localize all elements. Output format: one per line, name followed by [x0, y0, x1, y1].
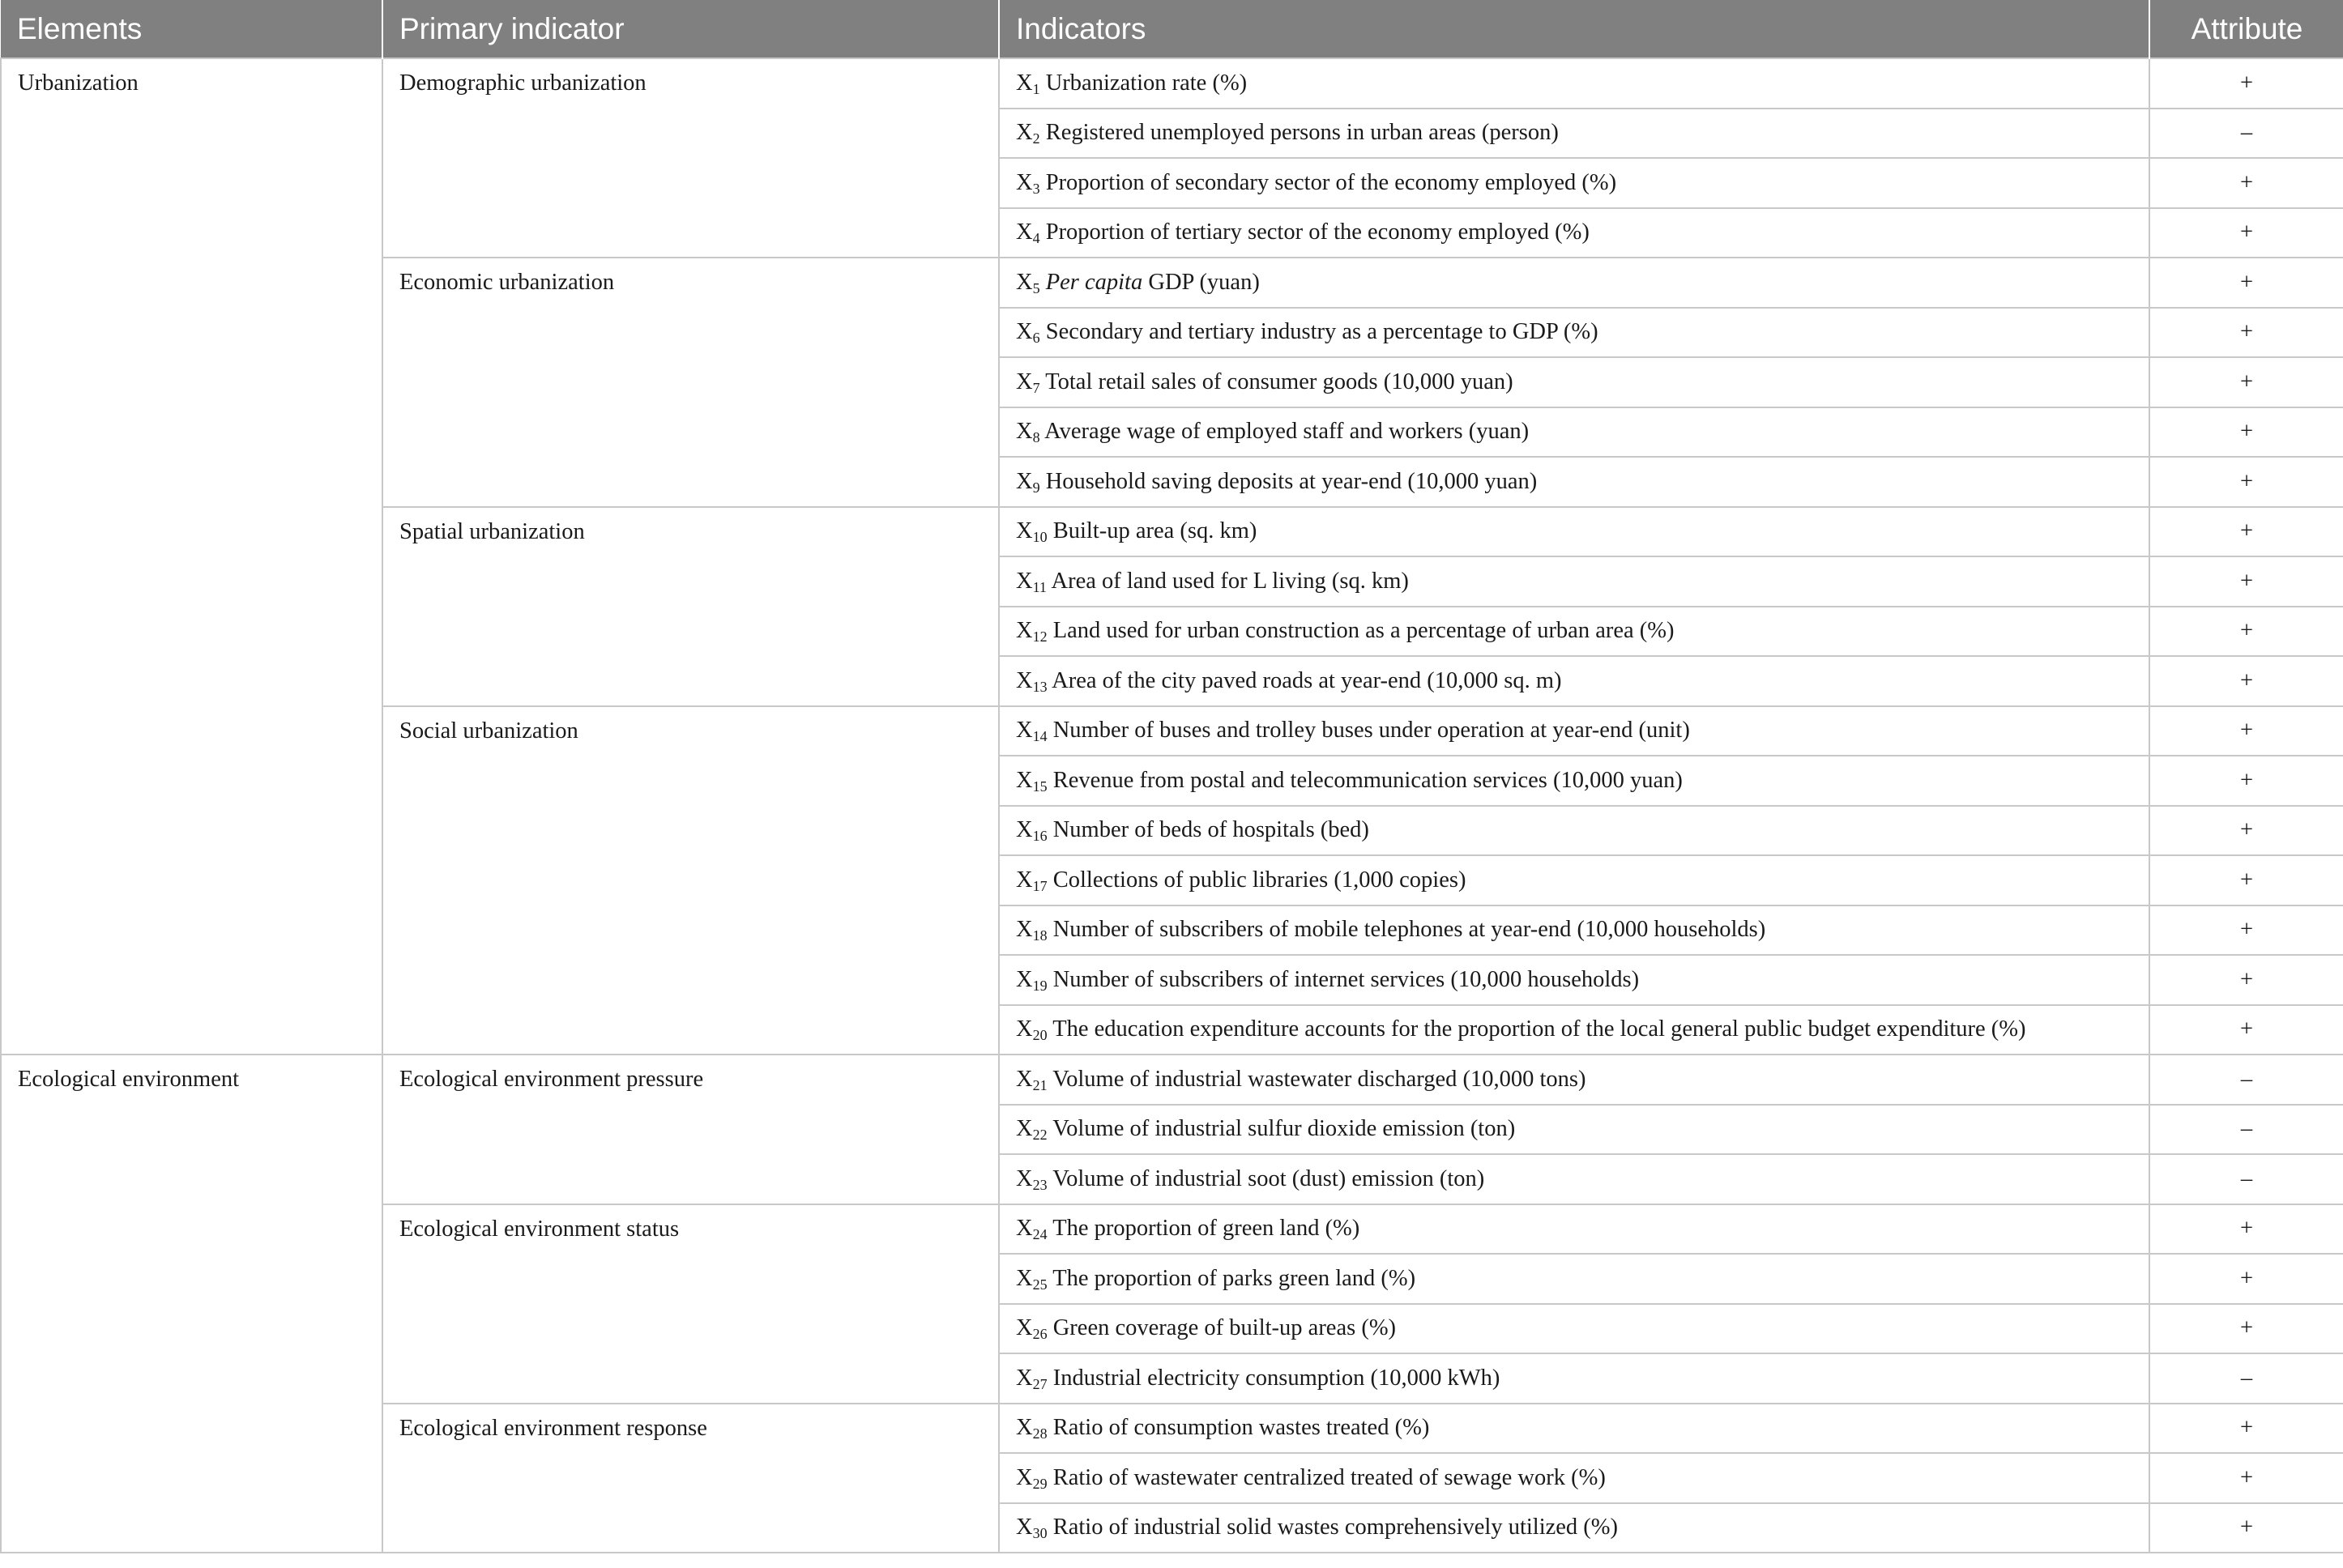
attribute-cell: –	[2149, 1353, 2343, 1404]
indicator-subscript: 5	[1032, 279, 1040, 296]
indicator-symbol: X	[1016, 817, 1033, 843]
indicator-cell	[999, 258, 2149, 308]
indicator-text: The education expenditure accounts for the proportion of the local general public budget expenditure (%)	[1052, 1016, 2026, 1042]
indicator-text: Number of beds of hospitals (bed)	[1052, 817, 1369, 843]
indicator-cell	[999, 656, 2149, 706]
indicator-symbol: X	[1016, 269, 1033, 295]
indicator-subscript: 25	[1032, 1276, 1048, 1293]
attribute-cell: +	[2149, 1204, 2343, 1255]
attribute-cell: +	[2149, 756, 2343, 806]
indicator-cell	[999, 158, 2149, 208]
attribute-cell: +	[2149, 1254, 2343, 1304]
indicator-symbol: X	[1016, 1464, 1033, 1490]
table-row	[1, 58, 2343, 109]
attribute-cell: +	[2149, 457, 2343, 507]
primary-indicator-cell: Ecological environment response	[382, 1404, 999, 1553]
indicator-symbol: X	[1016, 169, 1033, 195]
primary-indicator-cell: Social urbanization	[382, 706, 999, 1055]
header-indicators: Indicators	[999, 0, 2149, 58]
indicator-subscript: 18	[1032, 927, 1048, 944]
indicator-subscript: 13	[1032, 678, 1048, 695]
indicator-text: Urbanization rate (%)	[1045, 70, 1248, 96]
indicator-subscript: 26	[1032, 1326, 1048, 1343]
indicator-symbol: X	[1016, 419, 1033, 445]
header-row	[1, 0, 2343, 58]
indicator-text: Number of subscribers of internet services (10,000 households)	[1052, 966, 1640, 992]
indicator-subscript: 17	[1032, 877, 1048, 894]
indicator-symbol: X	[1016, 1165, 1033, 1191]
indicator-cell	[999, 1154, 2149, 1204]
indicator-subscript: 30	[1032, 1525, 1048, 1542]
indicator-subscript: 12	[1032, 628, 1048, 646]
indicator-subscript: 9	[1032, 479, 1040, 496]
indicator-subscript: 7	[1032, 379, 1040, 396]
indicator-cell	[999, 58, 2149, 109]
table-row	[1, 1055, 2343, 1105]
indicator-symbol: X	[1016, 70, 1033, 96]
indicator-cell	[999, 1404, 2149, 1454]
indicator-symbol: X	[1016, 667, 1033, 693]
indicator-cell	[999, 109, 2149, 159]
indicator-symbol: X	[1016, 369, 1033, 394]
indicator-cell	[999, 756, 2149, 806]
indicator-text: Green coverage of built-up areas (%)	[1052, 1315, 1397, 1341]
attribute-cell: –	[2149, 1055, 2343, 1105]
attribute-cell: +	[2149, 1503, 2343, 1553]
indicator-cell	[999, 706, 2149, 756]
attribute-cell: +	[2149, 208, 2343, 258]
indicator-text: Volume of industrial soot (dust) emission (ton)	[1052, 1165, 1485, 1191]
indicator-subscript: 14	[1032, 728, 1048, 745]
indicator-symbol: X	[1016, 1016, 1033, 1042]
indicator-cell	[999, 407, 2149, 458]
header-attribute: Attribute	[2149, 0, 2343, 58]
attribute-cell: +	[2149, 1005, 2343, 1055]
indicator-text: Average wage of employed staff and workers (yuan)	[1044, 419, 1530, 445]
indicator-text: Volume of industrial wastewater discharged (10,000 tons)	[1052, 1066, 1586, 1092]
indicator-symbol: X	[1016, 518, 1033, 544]
table-body	[1, 58, 2343, 1553]
attribute-cell: +	[2149, 507, 2343, 557]
header-primary-indicator: Primary indicator	[382, 0, 999, 58]
indicator-cell	[999, 905, 2149, 956]
indicator-subscript: 28	[1032, 1425, 1048, 1442]
attribute-cell: +	[2149, 308, 2343, 358]
attribute-cell: +	[2149, 556, 2343, 607]
indicator-subscript: 27	[1032, 1375, 1048, 1392]
indicator-subscript: 23	[1032, 1176, 1048, 1193]
indicator-text: Revenue from postal and telecommunication services (10,000 yuan)	[1052, 767, 1683, 793]
indicator-subscript: 20	[1032, 1027, 1048, 1044]
header-elements: Elements	[1, 0, 382, 58]
indicator-symbol: X	[1016, 1116, 1033, 1142]
indicator-cell	[999, 357, 2149, 407]
attribute-cell: +	[2149, 1453, 2343, 1503]
indicator-text: Industrial electricity consumption (10,000 kWh)	[1052, 1365, 1500, 1391]
indicator-cell	[999, 855, 2149, 905]
indicator-cell	[999, 1105, 2149, 1155]
attribute-cell: +	[2149, 656, 2343, 706]
indicator-cell	[999, 1005, 2149, 1055]
indicator-symbol: X	[1016, 319, 1033, 345]
indicator-symbol: X	[1016, 1415, 1033, 1441]
attribute-cell: +	[2149, 955, 2343, 1005]
primary-indicator-cell: Demographic urbanization	[382, 58, 999, 258]
attribute-cell: +	[2149, 806, 2343, 856]
indicator-text: Number of subscribers of mobile telephones at year-end (10,000 households)	[1052, 917, 1766, 943]
indicator-subscript: 22	[1032, 1127, 1048, 1144]
indicator-text: Ratio of industrial solid wastes comprehensively utilized (%)	[1052, 1515, 1619, 1540]
indicator-subscript: 19	[1032, 977, 1048, 994]
indicator-subscript: 16	[1032, 828, 1048, 845]
indicator-text: Total retail sales of consumer goods (10,000 yuan)	[1045, 369, 1513, 394]
indicator-subscript: 6	[1032, 330, 1040, 347]
indicator-symbol: X	[1016, 1265, 1033, 1291]
attribute-cell: –	[2149, 1105, 2343, 1155]
indicator-cell	[999, 1304, 2149, 1354]
indicator-text: Number of buses and trolley buses under operation at year-end (unit)	[1052, 718, 1690, 744]
indicator-cell	[999, 457, 2149, 507]
indicator-symbol: X	[1016, 718, 1033, 744]
indicator-subscript: 8	[1032, 429, 1040, 446]
indicator-symbol: X	[1016, 1515, 1033, 1540]
attribute-cell: +	[2149, 407, 2343, 458]
indicator-symbol: X	[1016, 1315, 1033, 1341]
indicator-subscript: 1	[1032, 80, 1040, 97]
indicator-symbol: X	[1016, 917, 1033, 943]
primary-indicator-cell: Spatial urbanization	[382, 507, 999, 706]
indicator-cell	[999, 955, 2149, 1005]
indicator-cell	[999, 1353, 2149, 1404]
indicator-symbol: X	[1016, 219, 1033, 245]
indicator-text: Area of the city paved roads at year-end (10,000 sq. m)	[1052, 667, 1562, 693]
indicator-subscript: 24	[1032, 1226, 1048, 1243]
indicator-subscript: 2	[1032, 130, 1040, 147]
indicator-text: GDP (yuan)	[1142, 269, 1260, 295]
indicator-text: Land used for urban construction as a percentage of urban area (%)	[1052, 618, 1675, 644]
indicator-symbol: X	[1016, 1216, 1033, 1242]
indicator-text: Proportion of tertiary sector of the economy employed (%)	[1045, 219, 1590, 245]
indicator-text: The proportion of parks green land (%)	[1052, 1265, 1416, 1291]
attribute-cell: –	[2149, 1154, 2343, 1204]
indicator-subscript: 3	[1032, 180, 1040, 197]
indicator-subscript: 29	[1032, 1475, 1048, 1492]
indicator-symbol: X	[1016, 468, 1033, 494]
attribute-cell: +	[2149, 607, 2343, 657]
indicator-text: The proportion of green land (%)	[1052, 1216, 1360, 1242]
indicator-cell	[999, 1453, 2149, 1503]
indicator-text: Household saving deposits at year-end (10,000 yuan)	[1045, 468, 1538, 494]
indicator-text: Proportion of secondary sector of the economy employed (%)	[1045, 169, 1617, 195]
indicator-subscript: 15	[1032, 778, 1048, 795]
indicator-text: Area of land used for L living (sq. km)	[1051, 568, 1409, 594]
attribute-cell: +	[2149, 158, 2343, 208]
attribute-cell: +	[2149, 855, 2343, 905]
indicator-cell	[999, 1204, 2149, 1255]
attribute-cell: +	[2149, 706, 2343, 756]
attribute-cell: +	[2149, 58, 2343, 109]
table-header	[1, 0, 2343, 58]
indicator-symbol: X	[1016, 1365, 1033, 1391]
indicator-cell	[999, 607, 2149, 657]
indicator-text: Ratio of consumption wastes treated (%)	[1052, 1415, 1430, 1441]
indicator-text: Registered unemployed persons in urban areas (person)	[1045, 120, 1559, 146]
indicator-cell	[999, 1503, 2149, 1553]
indicator-cell	[999, 308, 2149, 358]
indicator-symbol: X	[1016, 966, 1033, 992]
indicator-text: Secondary and tertiary industry as a percentage to GDP (%)	[1045, 319, 1598, 345]
indicator-subscript: 4	[1032, 230, 1040, 247]
attribute-cell: +	[2149, 357, 2343, 407]
indicator-cell	[999, 1254, 2149, 1304]
primary-indicator-cell: Ecological environment pressure	[382, 1055, 999, 1204]
indicator-subscript: 11	[1032, 578, 1047, 595]
indicator-symbol: X	[1016, 867, 1033, 893]
indicator-symbol: X	[1016, 568, 1033, 594]
indicator-italic-text: Per capita	[1045, 269, 1143, 295]
element-cell: Urbanization	[1, 58, 382, 1055]
indicator-symbol: X	[1016, 618, 1033, 644]
indicator-symbol: X	[1016, 1066, 1033, 1092]
attribute-cell: –	[2149, 109, 2343, 159]
indicator-symbol: X	[1016, 767, 1033, 793]
indicator-cell	[999, 556, 2149, 607]
indicator-symbol: X	[1016, 120, 1033, 146]
element-cell: Ecological environment	[1, 1055, 382, 1553]
attribute-cell: +	[2149, 905, 2343, 956]
indicator-cell	[999, 507, 2149, 557]
indicator-subscript: 10	[1032, 529, 1048, 546]
indicator-text: Volume of industrial sulfur dioxide emission (ton)	[1052, 1116, 1516, 1142]
indicator-text: Collections of public libraries (1,000 copies)	[1052, 867, 1466, 893]
indicator-text: Ratio of wastewater centralized treated of sewage work (%)	[1052, 1464, 1606, 1490]
primary-indicator-cell: Ecological environment status	[382, 1204, 999, 1404]
indicator-text: Built-up area (sq. km)	[1052, 518, 1257, 544]
attribute-cell: +	[2149, 1404, 2343, 1454]
attribute-cell: +	[2149, 1304, 2343, 1354]
indicator-cell	[999, 1055, 2149, 1105]
attribute-cell: +	[2149, 258, 2343, 308]
indicator-cell	[999, 208, 2149, 258]
indicator-cell	[999, 806, 2149, 856]
indicator-subscript: 21	[1032, 1076, 1048, 1093]
primary-indicator-cell: Economic urbanization	[382, 258, 999, 507]
